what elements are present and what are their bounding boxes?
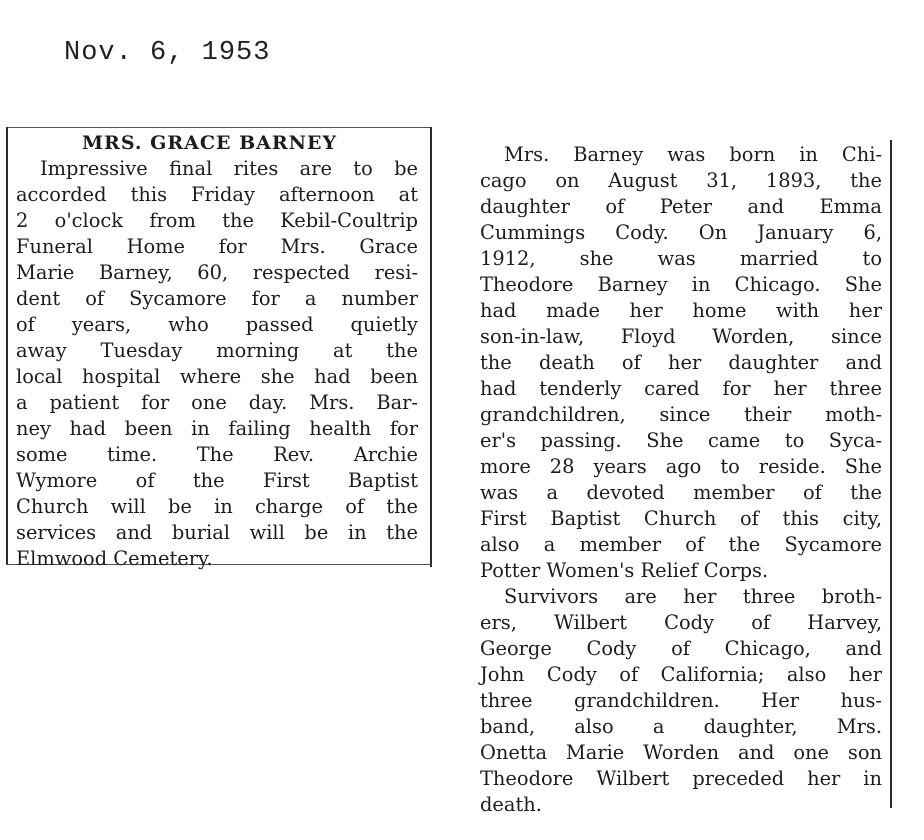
text-line: 1912, she was married to bbox=[480, 247, 882, 270]
text-line: John Cody of California; also her bbox=[480, 663, 882, 686]
date-note: Nov. 6, 1953 bbox=[64, 38, 271, 68]
text-line: of years, who passed quietly bbox=[16, 313, 418, 336]
text-line: er's passing. She came to Syca- bbox=[480, 429, 882, 452]
text-line: Mrs. Barney was born in Chi- bbox=[504, 143, 882, 166]
text-line: Impressive final rites are to be bbox=[40, 157, 418, 180]
text-line: daughter of Peter and Emma bbox=[480, 195, 882, 218]
text-line: Theodore Barney in Chicago. She bbox=[480, 273, 882, 296]
column-divider bbox=[430, 127, 432, 567]
text-line: Elmwood Cemetery. bbox=[16, 547, 213, 570]
text-line: Funeral Home for Mrs. Grace bbox=[16, 235, 418, 258]
text-line: local hospital where she had been bbox=[16, 365, 418, 388]
text-line: was a devoted member of the bbox=[480, 481, 882, 504]
text-line: accorded this Friday afternoon at bbox=[16, 183, 418, 206]
text-line: son-in-law, Floyd Worden, since bbox=[480, 325, 882, 348]
text-line: ney had been in failing health for bbox=[16, 417, 418, 440]
text-line: Marie Barney, 60, respected resi- bbox=[16, 261, 418, 284]
text-line: Church will be in charge of the bbox=[16, 495, 418, 518]
headline: MRS. GRACE BARNEY bbox=[82, 132, 338, 154]
text-line: cago on August 31, 1893, the bbox=[480, 169, 882, 192]
text-line: band, also a daughter, Mrs. bbox=[480, 715, 882, 738]
obituary-column-right bbox=[480, 142, 882, 818]
text-line: Cummings Cody. On January 6, bbox=[480, 221, 882, 244]
text-line: a patient for one day. Mrs. Bar- bbox=[16, 391, 418, 414]
text-line: Theodore Wilbert preceded her in bbox=[480, 767, 882, 790]
text-line: George Cody of Chicago, and bbox=[480, 637, 882, 660]
text-line: the death of her daughter and bbox=[480, 351, 882, 374]
text-line: dent of Sycamore for a number bbox=[16, 287, 418, 310]
text-line: away Tuesday morning at the bbox=[16, 339, 418, 362]
text-line: 2 o'clock from the Kebil-Coultrip bbox=[16, 209, 418, 232]
text-line: Survivors are her three broth- bbox=[504, 585, 882, 608]
text-line: services and burial will be in the bbox=[16, 521, 418, 544]
text-line: some time. The Rev. Archie bbox=[16, 443, 418, 466]
clipping-top-rule bbox=[6, 127, 430, 128]
text-line: death. bbox=[480, 793, 542, 816]
text-line: also a member of the Sycamore bbox=[480, 533, 882, 556]
clipping-left-edge bbox=[6, 127, 8, 565]
text-line: First Baptist Church of this city, bbox=[480, 507, 882, 530]
text-line: had made her home with her bbox=[480, 299, 882, 322]
obituary-column-left bbox=[16, 130, 418, 572]
text-line: Onetta Marie Worden and one son bbox=[480, 741, 882, 764]
text-line: three grandchildren. Her hus- bbox=[480, 689, 882, 712]
clipping-right-edge bbox=[890, 140, 892, 808]
text-line: Potter Women's Relief Corps. bbox=[480, 559, 769, 582]
text-line: Wymore of the First Baptist bbox=[16, 469, 418, 492]
text-line: had tenderly cared for her three bbox=[480, 377, 882, 400]
text-line: ers, Wilbert Cody of Harvey, bbox=[480, 611, 882, 634]
text-line: more 28 years ago to reside. She bbox=[480, 455, 882, 478]
text-line: grandchildren, since their moth- bbox=[480, 403, 882, 426]
